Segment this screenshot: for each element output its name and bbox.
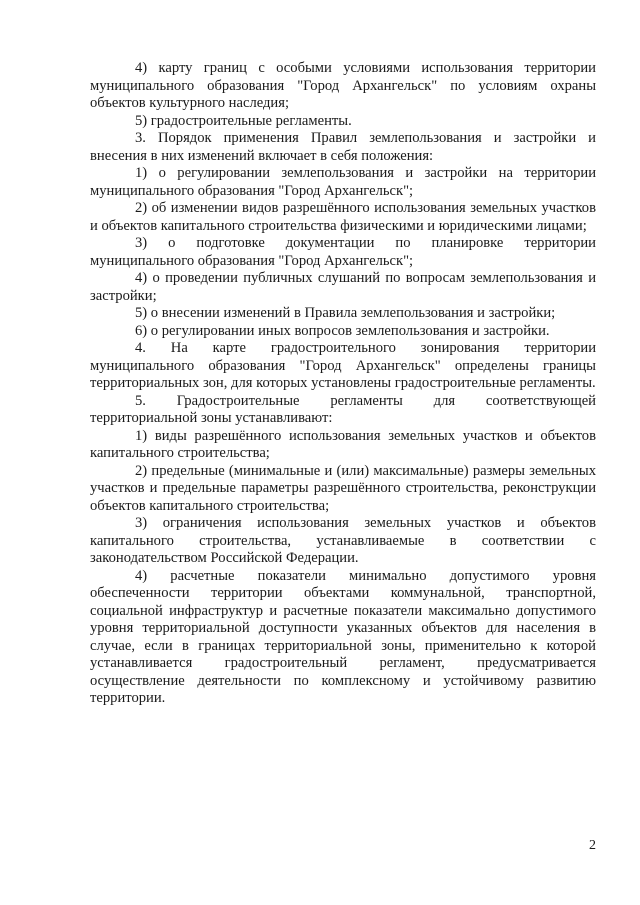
paragraph-section-3-item-1: 1) о регулировании землепользования и застройки на территории муниципального образования "Город Архангельск";	[90, 165, 596, 199]
paragraph-section-3-item-3: 3) о подготовке документации по планировке территории муниципального образования "Город Архангельск";	[90, 235, 596, 269]
paragraph-section-5-item-4: 4) расчетные показатели минимально допустимого уровня обеспеченности территории объектами коммунальной, транспортной, социальной инфраструктур и расчетные показатели максимально допустимого уровня территориальной доступности указанных объектов для населения в случае, если в границах территориальной зоны, применительно к которой устанавливается градостроительный регламент, предусматривается осуществление деятельности по комплексному и устойчивому развитию территории.	[90, 567, 596, 706]
paragraph-section-3-item-2: 2) об изменении видов разрешённого использования земельных участков и объектов капитального строительства физическими и юридическими лицами;	[90, 200, 596, 234]
paragraph-section-5-item-1: 1) виды разрешённого использования земельных участков и объектов капитального строительства;	[90, 427, 596, 461]
paragraph-section-5: 5. Градостроительные регламенты для соответствующей территориальной зоны устанавливают:	[90, 392, 596, 426]
paragraph-item-4-map: 4) карту границ с особыми условиями использования территории муниципального образования "Город Архангельск" по условиям охраны объектов культурного наследия;	[90, 60, 596, 111]
paragraph-item-5-regulations: 5) градостроительные регламенты.	[135, 112, 352, 129]
paragraph-section-5-item-3: 3) ограничения использования земельных участков и объектов капитального строительства, устанавливаемые в соответствии с законодательством Российской Федерации.	[90, 515, 596, 566]
page-number: 2	[589, 838, 596, 853]
paragraph-section-3-item-5: 5) о внесении изменений в Правила землепользования и застройки;	[135, 305, 556, 321]
paragraph-section-4: 4. На карте градостроительного зонирования территории муниципального образования "Город Архангельск" определены границы территориальных зон, для которых установлены градостроительные регламенты.	[90, 340, 596, 391]
paragraph-section-3: 3. Порядок применения Правил землепользования и застройки и внесения в них изменений включает в себя положения:	[90, 130, 596, 164]
document-body	[90, 60, 596, 708]
paragraph-section-3-item-4: 4) о проведении публичных слушаний по вопросам землепользования и застройки;	[90, 270, 596, 304]
paragraph-section-3-item-6: 6) о регулировании иных вопросов землепользования и застройки.	[135, 322, 550, 339]
paragraph-section-5-item-2: 2) предельные (минимальные и (или) максимальные) размеры земельных участков и предельные параметры разрешённого строительства, реконструкции объектов капитального строительства;	[90, 462, 596, 514]
